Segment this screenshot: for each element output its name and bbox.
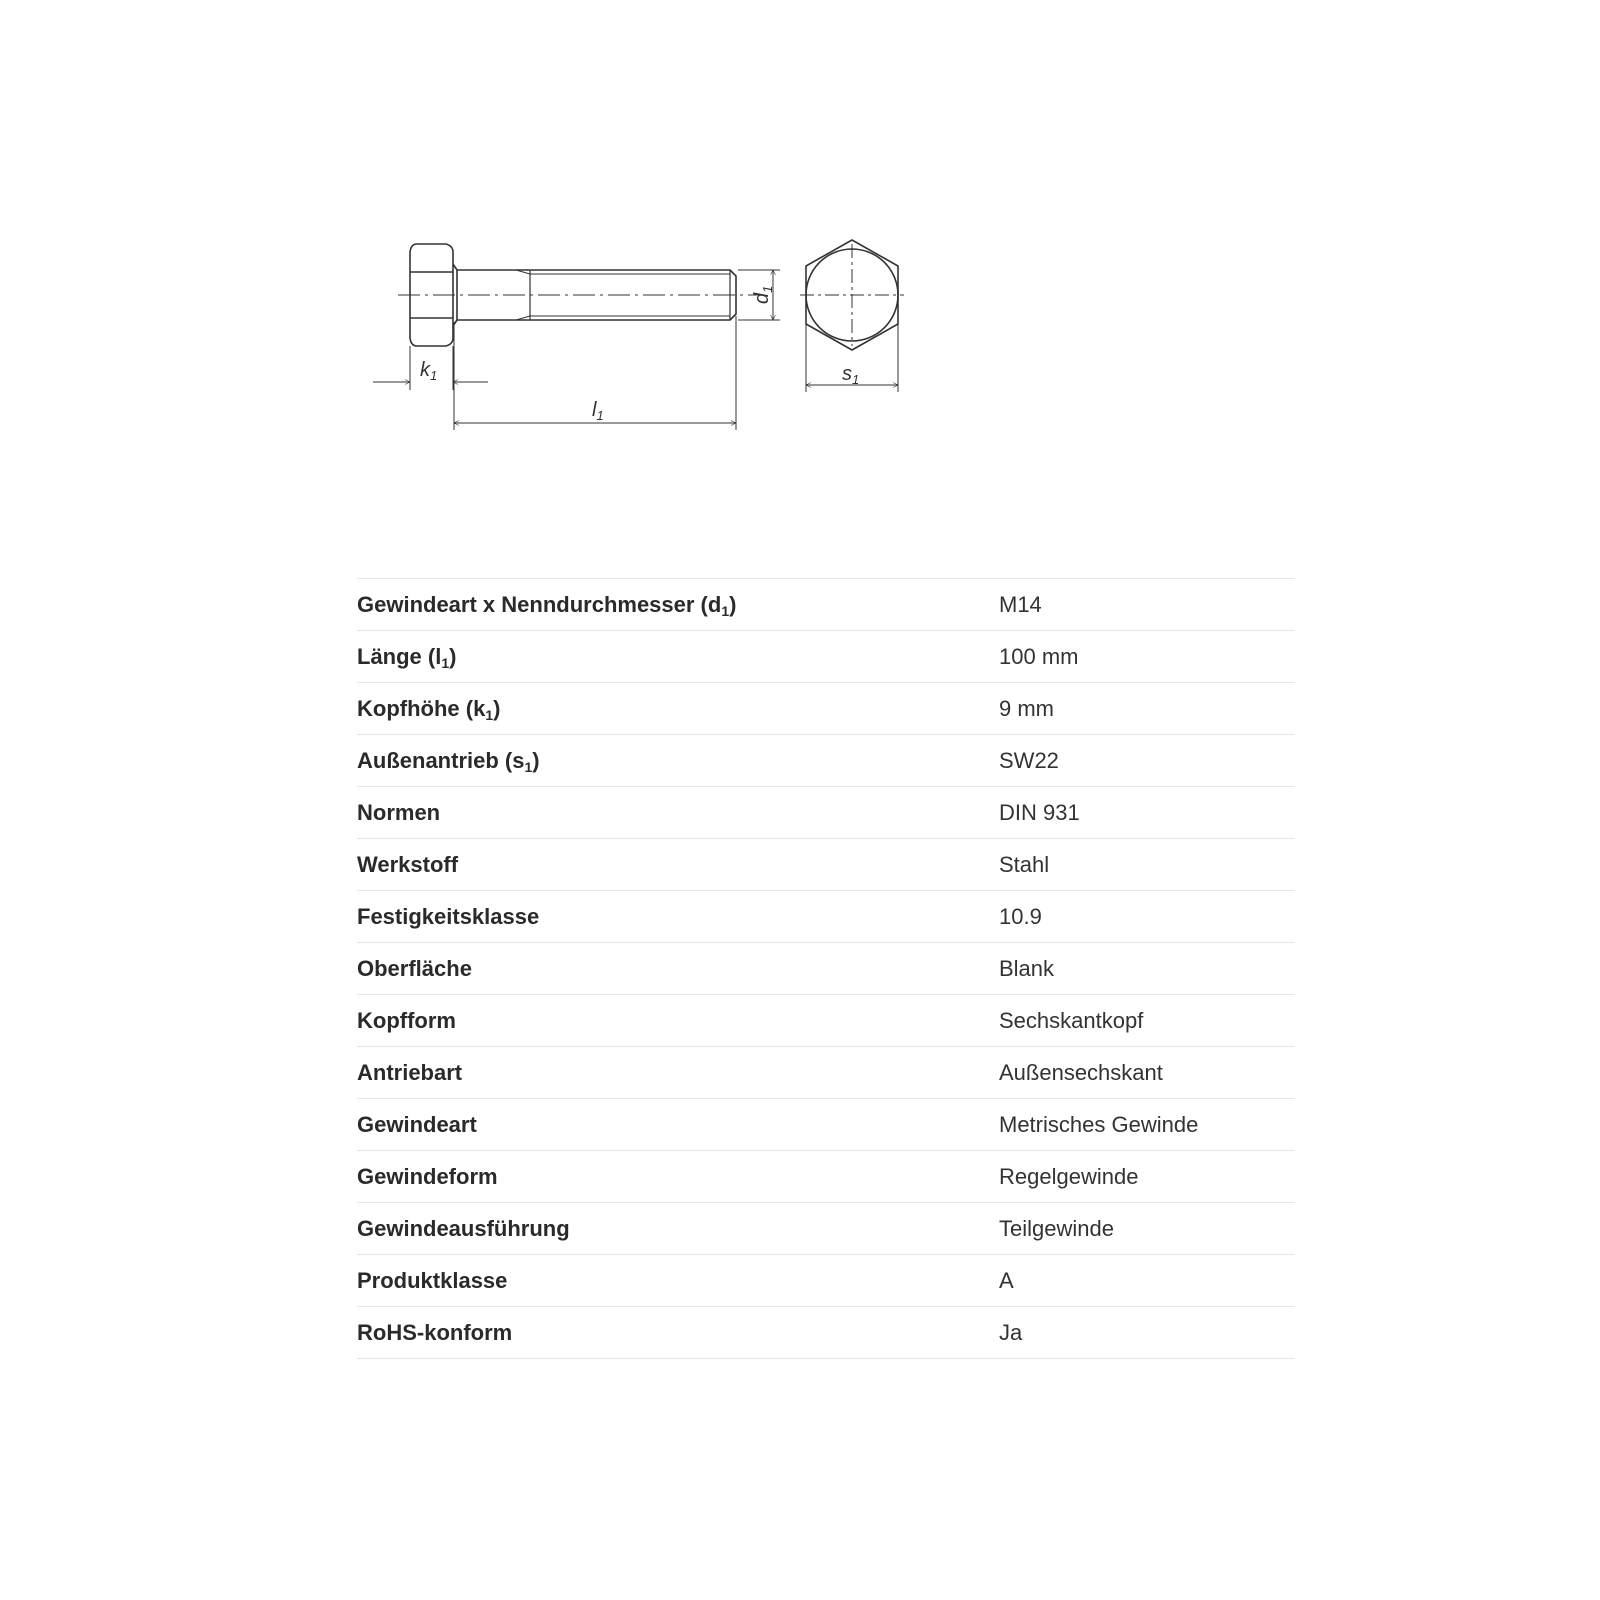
spec-row xyxy=(357,1255,1295,1307)
spec-row xyxy=(357,839,1295,891)
spec-row xyxy=(357,1151,1295,1203)
spec-value: Regelgewinde xyxy=(999,1163,1139,1189)
spec-label-suffix: ) xyxy=(729,591,737,617)
spec-label xyxy=(357,1307,999,1359)
specification-table-body xyxy=(357,579,1295,1359)
spec-label-subscript: 1 xyxy=(441,654,450,671)
spec-label-text: Normen xyxy=(357,799,441,825)
spec-label-text: RoHS-konform xyxy=(357,1319,513,1345)
dim-label-s: $s_1$ xyxy=(842,363,860,387)
spec-row xyxy=(357,735,1295,787)
spec-label-suffix: ) xyxy=(449,643,457,669)
spec-label-text: Gewindeausführung xyxy=(357,1215,570,1241)
spec-value: Blank xyxy=(999,955,1055,981)
spec-label xyxy=(357,995,999,1047)
spec-label xyxy=(357,1203,999,1255)
spec-row xyxy=(357,787,1295,839)
spec-label-suffix: ) xyxy=(532,747,540,773)
spec-row xyxy=(357,995,1295,1047)
spec-label-text: Gewindeform xyxy=(357,1163,498,1189)
spec-row xyxy=(357,1203,1295,1255)
spec-label-subscript: 1 xyxy=(524,758,533,775)
spec-row xyxy=(357,1099,1295,1151)
spec-label-text: Kopfhöhe (k xyxy=(357,695,486,721)
spec-value: SW22 xyxy=(999,747,1059,773)
spec-value: Stahl xyxy=(999,851,1050,877)
spec-row xyxy=(357,891,1295,943)
dim-label-l: $l_1$ xyxy=(592,399,604,423)
spec-label-subscript: 1 xyxy=(721,602,730,619)
dim-label-k: $k_1$ xyxy=(420,359,438,383)
spec-label xyxy=(357,787,999,839)
spec-label-text: Festigkeitsklasse xyxy=(357,903,540,929)
spec-label xyxy=(357,839,999,891)
spec-label xyxy=(357,1255,999,1307)
spec-value: 10.9 xyxy=(999,903,1042,929)
spec-label xyxy=(357,943,999,995)
spec-label xyxy=(357,891,999,943)
spec-row xyxy=(357,579,1295,631)
spec-label-text: Länge (l xyxy=(357,643,442,669)
bolt-technical-drawing xyxy=(370,230,930,450)
spec-value: Ja xyxy=(999,1319,1023,1345)
spec-row xyxy=(357,683,1295,735)
spec-label xyxy=(357,735,999,787)
spec-row xyxy=(357,943,1295,995)
spec-label xyxy=(357,579,999,631)
spec-value: Metrisches Gewinde xyxy=(999,1111,1199,1137)
specification-table xyxy=(357,578,1295,1359)
spec-value: Sechskantkopf xyxy=(999,1007,1144,1033)
spec-label-text: Gewindeart x Nenndurchmesser (d xyxy=(357,591,722,617)
spec-value: A xyxy=(999,1267,1014,1293)
spec-label-suffix: ) xyxy=(493,695,501,721)
spec-label-text: Kopfform xyxy=(357,1007,456,1033)
spec-value: 100 mm xyxy=(999,643,1079,669)
spec-label-text: Produktklasse xyxy=(357,1267,508,1293)
spec-label-text: Gewindeart xyxy=(357,1111,477,1137)
spec-label-text: Werkstoff xyxy=(357,851,459,877)
spec-label xyxy=(357,1151,999,1203)
spec-label xyxy=(357,1047,999,1099)
spec-label-text: Antriebart xyxy=(357,1059,463,1085)
spec-value: M14 xyxy=(999,591,1042,617)
spec-label xyxy=(357,631,999,683)
spec-label-text: Oberfläche xyxy=(357,955,472,981)
spec-label xyxy=(357,683,999,735)
spec-label xyxy=(357,1099,999,1151)
spec-value: 9 mm xyxy=(999,695,1054,721)
spec-value: Außensechskant xyxy=(999,1059,1163,1085)
spec-row xyxy=(357,631,1295,683)
spec-row xyxy=(357,1047,1295,1099)
spec-row xyxy=(357,1307,1295,1359)
spec-label-text: Außenantrieb (s xyxy=(357,747,525,773)
dim-label-d: $d_1$ xyxy=(751,285,775,304)
spec-label-subscript: 1 xyxy=(485,706,494,723)
spec-value: Teilgewinde xyxy=(999,1215,1114,1241)
spec-value: DIN 931 xyxy=(999,799,1080,825)
